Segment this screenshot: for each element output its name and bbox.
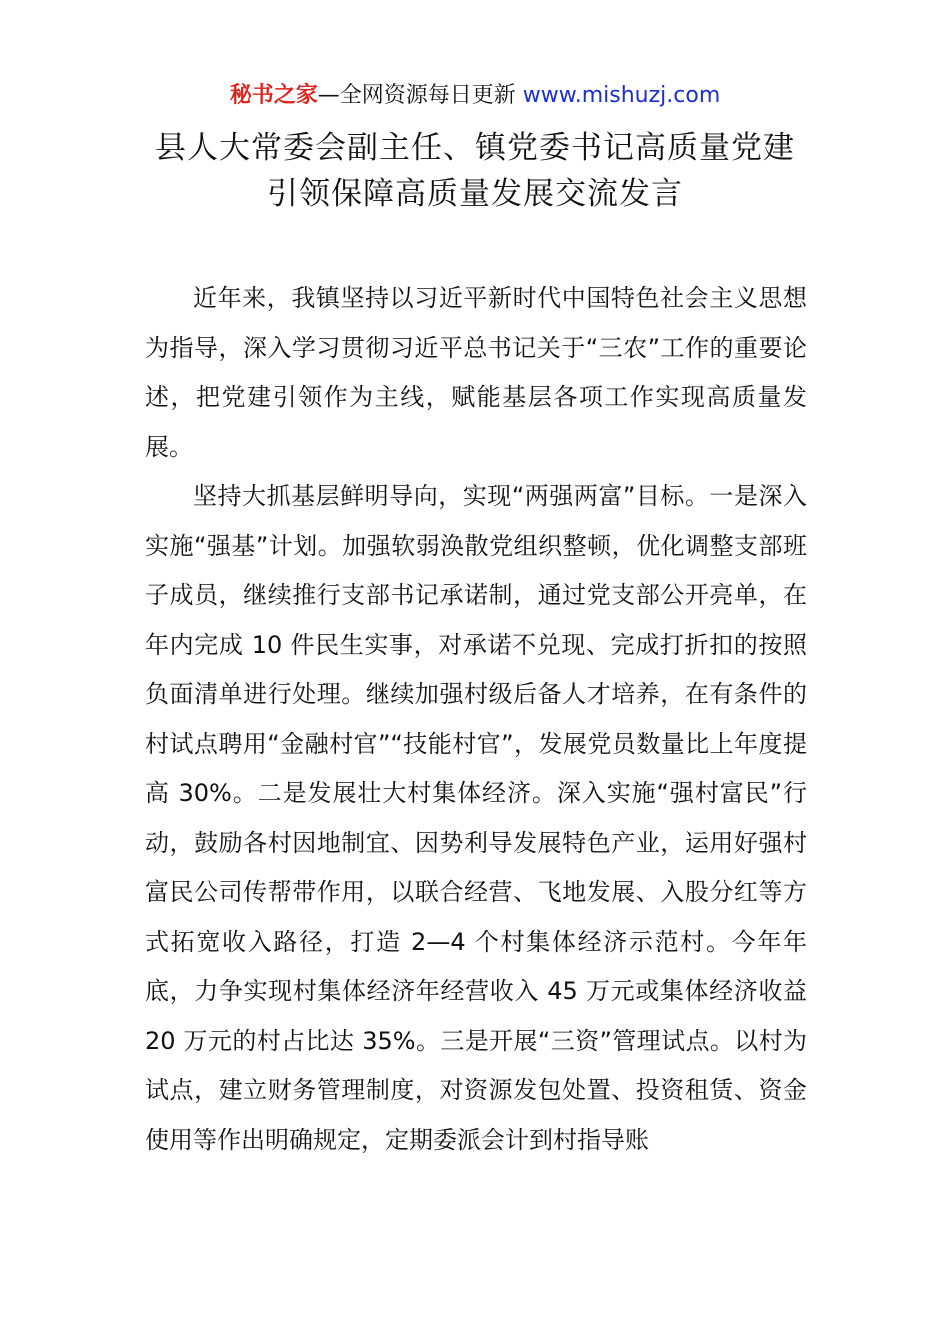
site-header — [0, 80, 950, 112]
site-brand: 秘书之家 — [229, 83, 318, 108]
document-title — [0, 125, 950, 217]
document-body — [145, 274, 807, 1165]
title-line-2: 引领保障高质量发展交流发言 — [267, 176, 683, 212]
body-paragraph: 近年来，我镇坚持以习近平新时代中国特色社会主义思想为指导，深入学习贯彻习近平总书记关于“三农”工作的重要论述，把党建引领作为主线，赋能基层各项工作实现高质量发展。 — [145, 284, 807, 461]
site-url-link[interactable]: www.mishuzj.com — [522, 83, 721, 108]
body-paragraph: 坚持大抓基层鲜明导向，实现“两强两富”目标。一是深入实施“强基”计划。加强软弱涣散党组织整顿，优化调整支部班子成员，继续推行支部书记承诺制，通过党支部公开亮单，在年内完成 10 件民生实事，对承诺不兑现、完成打折扣的按照负面清单进行处理。继续加强村级后备人才培养，在有条件的村试点聘用“金融村官”“技能村官”，发展党员数量比上年度提高 30%。二是发展壮大村集体经济。深入实施“强村富民”行动，鼓励各村因地制宜、因势利导发展特色产业，运用好强村富民公司传帮带作用，以联合经营、飞地发展、入股分红等方式拓宽收入路径，打造 2—4 个村集体经济示范村。今年年底，力争实现村集体经济年经营收入 45 万元或集体经济收益 20 万元的村占比达 35%。三是开展“三资”管理试点。以村为试点，建立财务管理制度，对资源发包处置、投资租赁、资金使用等作出明确规定，定期委派会计到村指导账 — [145, 482, 807, 1154]
site-tagline: —全网资源每日更新 — [317, 83, 523, 108]
title-line-1: 县人大常委会副主任、镇党委书记高质量党建 — [155, 130, 795, 166]
